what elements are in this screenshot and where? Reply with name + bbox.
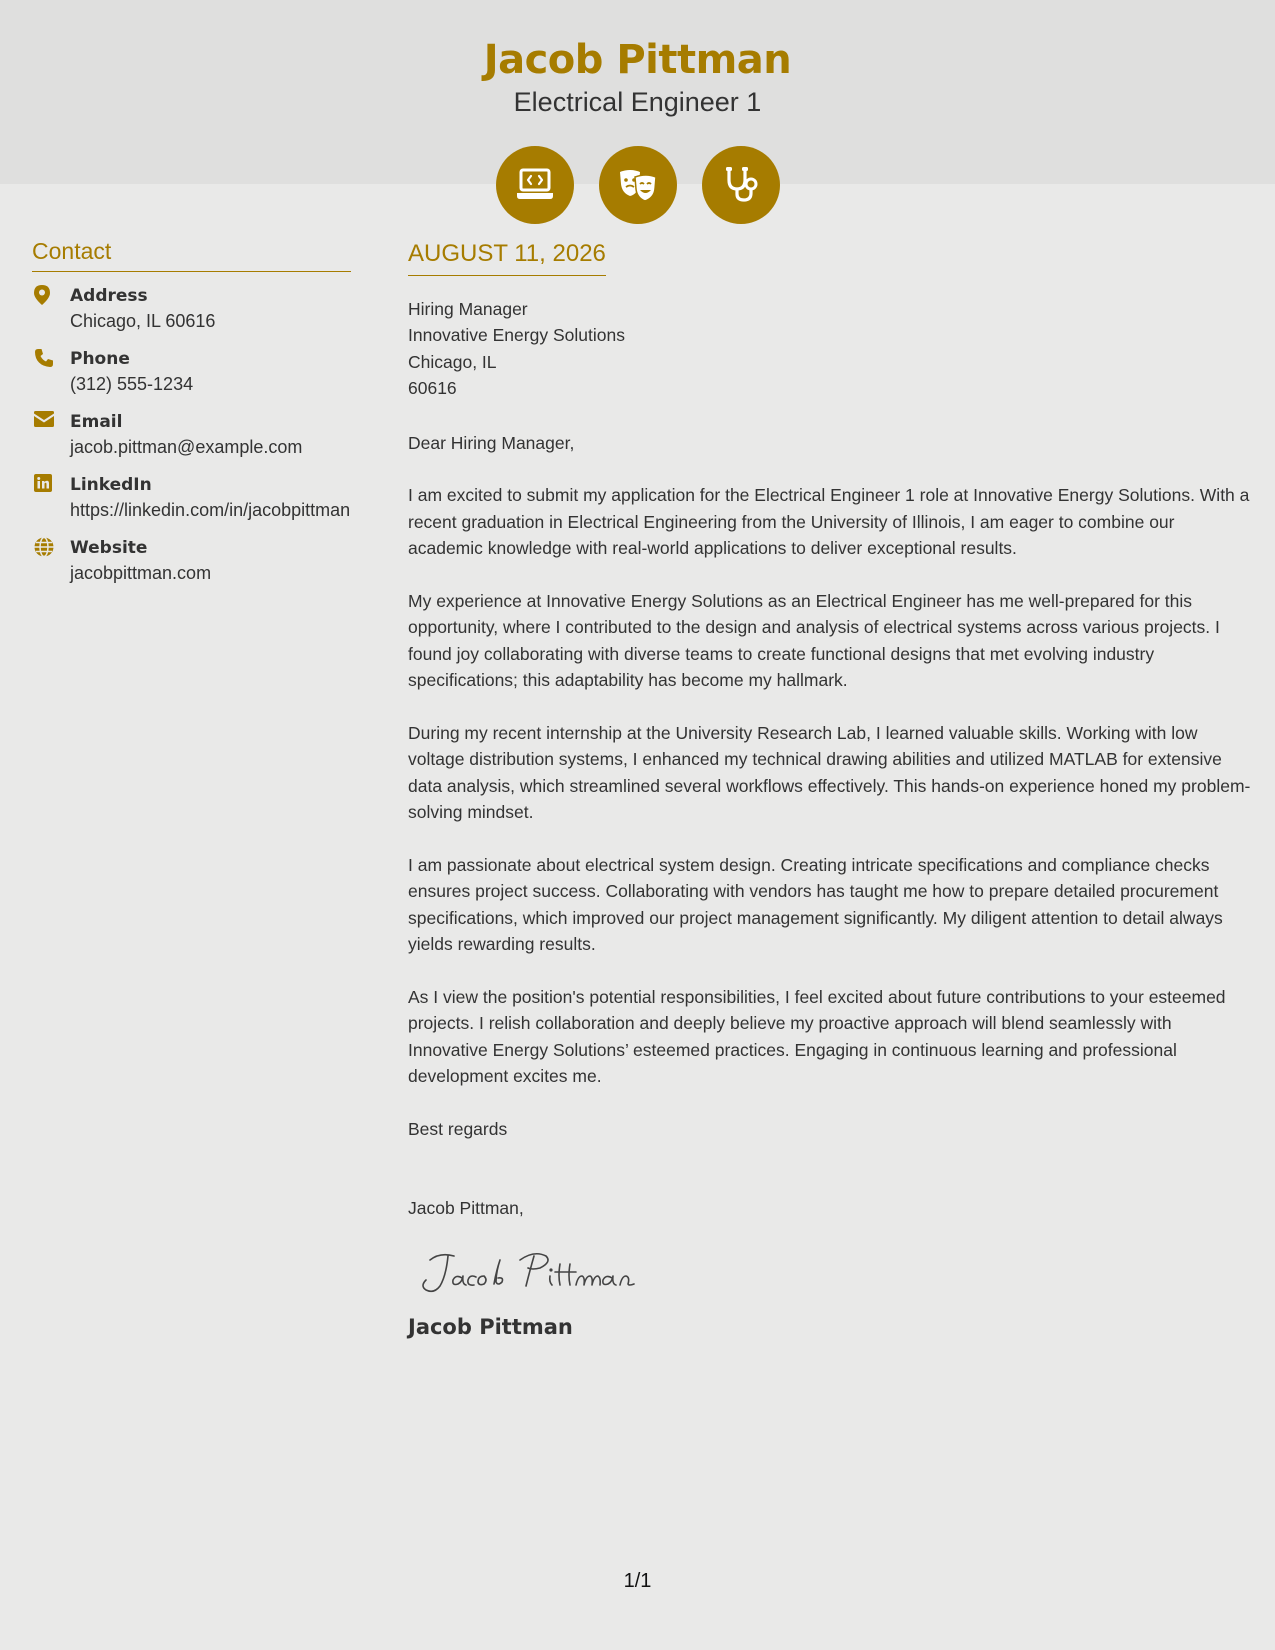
contact-item-website: [32, 536, 351, 586]
phone-value: (312) 555-1234: [70, 373, 194, 394]
body-paragraph: I am excited to submit my application for the Electrical Engineer 1 role at Innovative Energy Solutions. With a recent graduation in Electrical Engineering from the University of Illinois, I am eager to combine our academic knowledge with real-world applications to deliver exceptional results.: [408, 485, 1250, 559]
interest-badges: [496, 146, 780, 224]
contact-label: LinkedIn: [70, 474, 152, 495]
email-value[interactable]: jacob.pittman@example.com: [70, 436, 303, 457]
phone-icon: [34, 348, 54, 368]
contact-label: Phone: [70, 348, 130, 369]
globe-icon: [34, 537, 54, 557]
closing: Best regards: [408, 1118, 508, 1139]
theater-masks-icon: [618, 167, 658, 203]
salutation: Dear Hiring Manager,: [408, 432, 575, 453]
page-number: 1/1: [623, 1570, 652, 1592]
laptop-code-icon: [516, 168, 554, 202]
contact-label: Website: [70, 537, 148, 558]
printed-name: Jacob Pittman: [408, 1314, 573, 1339]
cover-letter: [408, 240, 1253, 1340]
website-value[interactable]: jacobpittman.com: [70, 562, 212, 583]
address-value: Chicago, IL 60616: [70, 310, 216, 331]
recipient-line: 60616: [408, 378, 457, 399]
handwritten-signature: [416, 1242, 1253, 1302]
stethoscope-badge: [702, 146, 780, 224]
contact-heading: Contact: [32, 238, 351, 272]
contact-label: Address: [70, 285, 148, 306]
contact-item-email: [32, 410, 351, 460]
stethoscope-icon: [723, 166, 759, 204]
applicant-name: Jacob Pittman: [483, 37, 792, 83]
recipient-block: [408, 296, 1253, 402]
map-pin-icon: [34, 285, 54, 305]
contact-item-phone: [32, 347, 351, 397]
letter-date: AUGUST 11, 2026: [408, 240, 606, 276]
contact-item-linkedin: [32, 473, 351, 523]
recipient-line: Chicago, IL: [408, 351, 497, 372]
theater-masks-badge: [599, 146, 677, 224]
linkedin-icon: [34, 474, 54, 494]
linkedin-value[interactable]: https://linkedin.com/in/jacobpittman: [70, 499, 351, 520]
contact-item-address: [32, 284, 351, 334]
body-paragraph: As I view the position's potential responsibilities, I feel excited about future contributions to your esteemed projects. I relish collaboration and deeply believe my proactive approach will blend seamlessly with Innovative Energy Solutions’ esteemed practices. Engaging in continuous learning and professional development excites me.: [408, 986, 1226, 1087]
body-paragraph: During my recent internship at the University Research Lab, I learned valuable skills. Working with low voltage distribution systems, I enhanced my technical drawing abilities and utilized MATLAB for extensive data analysis, which streamlined several workflows effectively. This hands-on experience honed my problem-solving mindset.: [408, 722, 1251, 823]
contact-label: Email: [70, 411, 123, 432]
recipient-line: Hiring Manager: [408, 298, 528, 319]
body-paragraph: My experience at Innovative Energy Solutions as an Electrical Engineer has me well-prepared for this opportunity, where I contributed to the design and analysis of electrical systems across various projects. I found joy collaborating with diverse teams to create functional designs that met evolving industry specifications; this adaptability has become my hallmark.: [408, 590, 1220, 691]
recipient-line: Innovative Energy Solutions: [408, 325, 625, 346]
laptop-code-badge: [496, 146, 574, 224]
body-paragraph: I am passionate about electrical system design. Creating intricate specifications and compliance checks ensures project success. Collaborating with vendors has taught me how to prepare detailed procurement specifications, which improved our project management significantly. My diligent attention to detail always yields rewarding results.: [408, 854, 1223, 955]
contact-sidebar: [32, 238, 351, 599]
signoff-name: Jacob Pittman,: [408, 1198, 524, 1219]
job-title: Electrical Engineer 1: [513, 87, 762, 117]
envelope-icon: [34, 411, 54, 431]
